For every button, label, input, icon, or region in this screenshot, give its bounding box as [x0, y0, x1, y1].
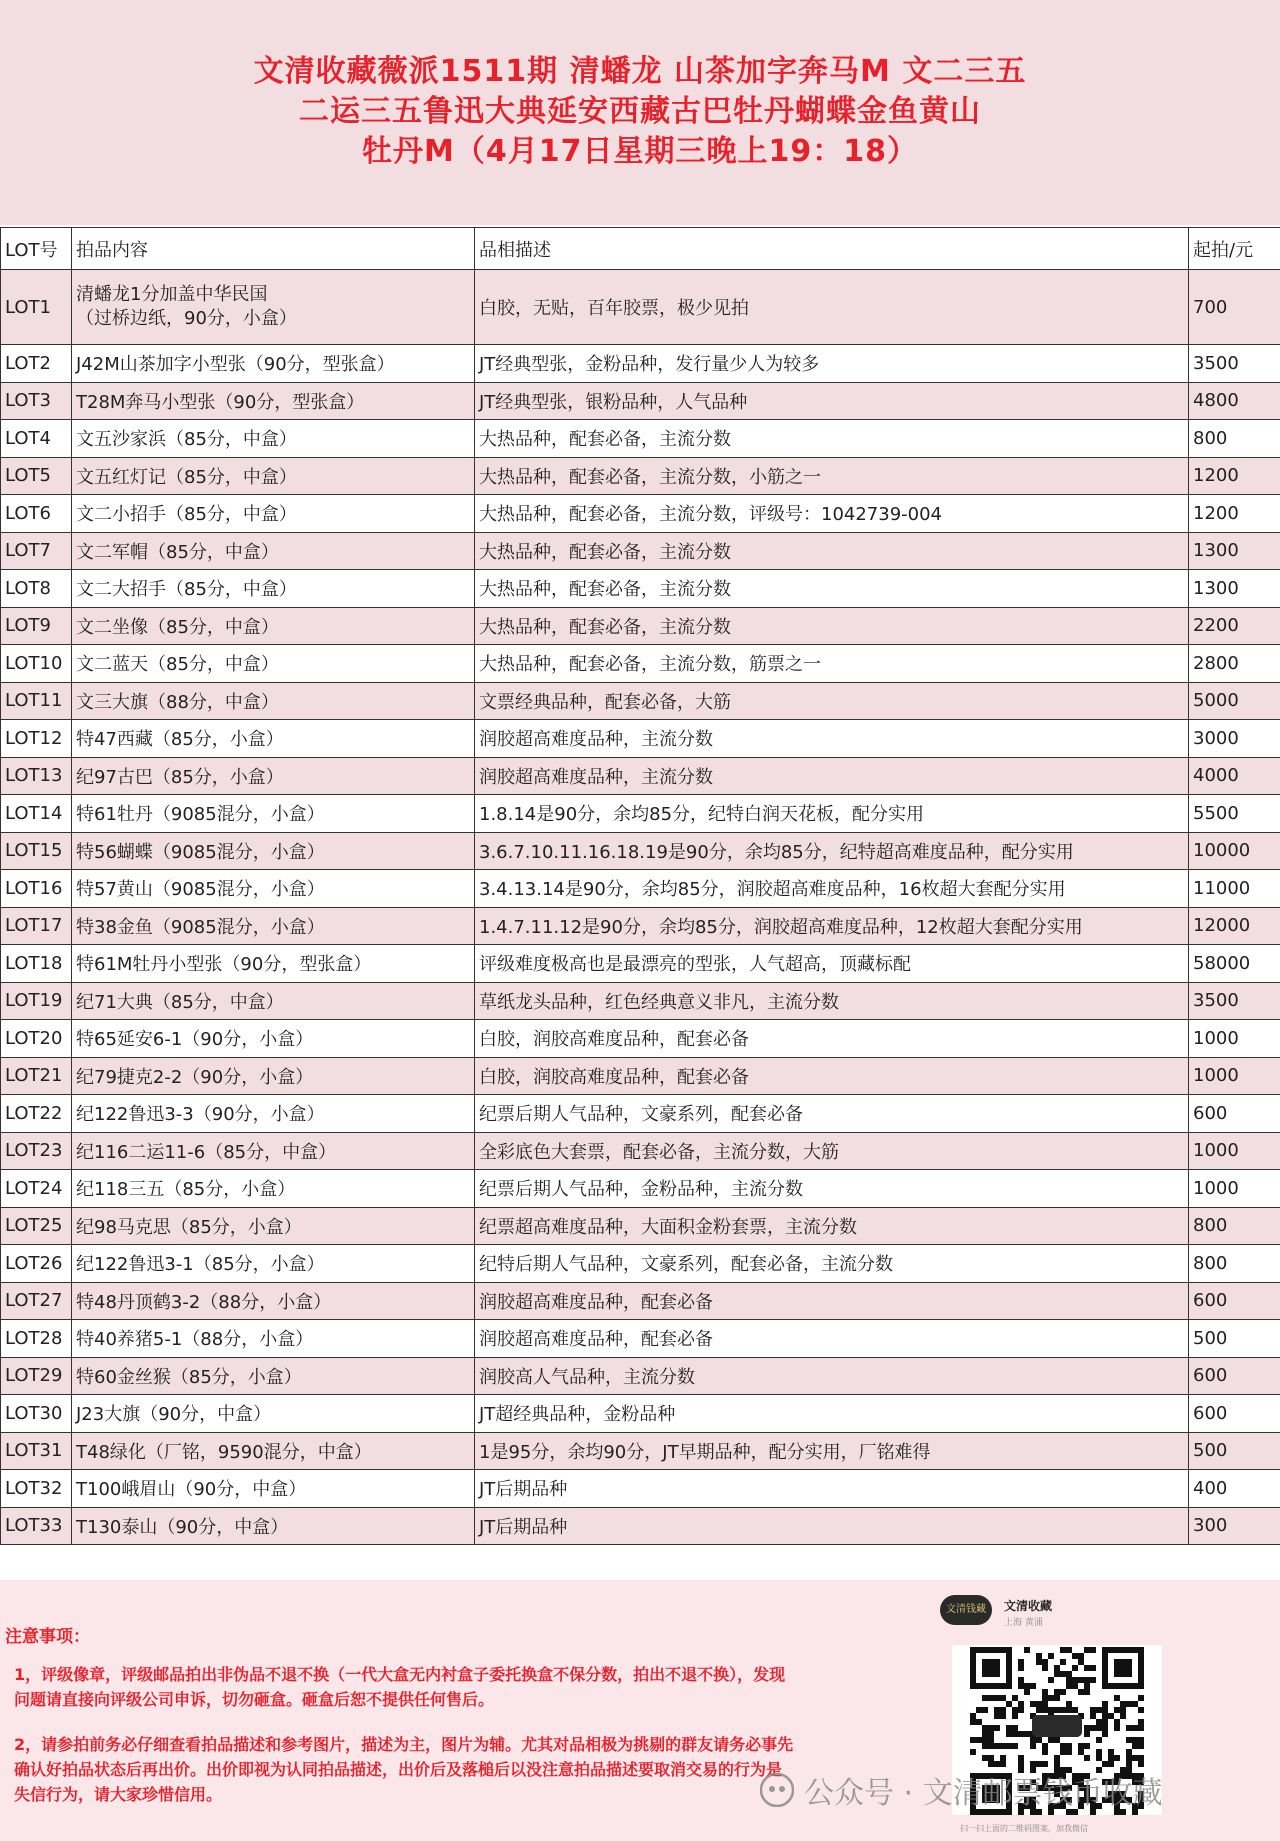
lot-start-price: 500	[1189, 1320, 1280, 1358]
note-1: 1，评级像章，评级邮品拍出非伪品不退不换（一代大盒无内衬盒子委托换盒不保分数，拍出不退不换），发现问题请直接向评级公司申诉，切勿砸盒。砸盒后恕不提供任何售后。	[14, 1665, 786, 1709]
lot-number: LOT29	[1, 1357, 72, 1395]
lot-description: JT后期品种	[475, 1470, 1189, 1508]
lot-content: 特48丹顶鹤3-2（88分，小盒）	[72, 1282, 475, 1320]
table-row	[1, 645, 1280, 683]
table-row	[1, 982, 1280, 1020]
lot-start-price: 1300	[1189, 532, 1280, 570]
lot-number: LOT20	[1, 1020, 72, 1058]
lot-content	[72, 270, 475, 345]
table-row	[1, 457, 1280, 495]
lot-content: 文二坐像（85分，中盒）	[72, 607, 475, 645]
header-price: 起拍/元	[1189, 228, 1280, 270]
lot-number: LOT8	[1, 570, 72, 608]
table-row	[1, 757, 1280, 795]
lot-number: LOT31	[1, 1432, 72, 1470]
lot-description: JT超经典品种，金粉品种	[475, 1395, 1189, 1433]
lot-start-price: 600	[1189, 1282, 1280, 1320]
lot-description: 草纸龙头品种，红色经典意义非凡，主流分数	[475, 982, 1189, 1020]
lot-start-price: 3000	[1189, 720, 1280, 758]
lot-description: 1是95分，余均90分，JT早期品种，配分实用，厂铭难得	[475, 1432, 1189, 1470]
lot-start-price: 2800	[1189, 645, 1280, 683]
lot-start-price: 700	[1189, 270, 1280, 345]
lot-start-price: 12000	[1189, 907, 1280, 945]
watermark-text: 公众号 · 文清邮票钱币收藏	[804, 1776, 1163, 1811]
lot-number: LOT17	[1, 907, 72, 945]
lot-number: LOT32	[1, 1470, 72, 1508]
lot-description: 评级难度极高也是最漂亮的型张，人气超高，顶藏标配	[475, 945, 1189, 983]
table-row	[1, 1132, 1280, 1170]
lot-number: LOT7	[1, 532, 72, 570]
lot-content: J23大旗（90分，中盒）	[72, 1395, 475, 1433]
lot-content: J42M山茶加字小型张（90分，型张盒）	[72, 345, 475, 383]
lot-number: LOT33	[1, 1507, 72, 1545]
lot-number: LOT18	[1, 945, 72, 983]
lot-content: 特47西藏（85分，小盒）	[72, 720, 475, 758]
lot-start-price: 3500	[1189, 982, 1280, 1020]
table-row	[1, 1095, 1280, 1133]
lot-table	[0, 227, 1280, 1545]
lot-number: LOT24	[1, 1170, 72, 1208]
lot-content: 纪71大典（85分，中盒）	[72, 982, 475, 1020]
brand-row	[940, 1595, 1160, 1635]
lot-content: 纪79捷克2-2（90分，小盒）	[72, 1057, 475, 1095]
table-row	[1, 682, 1280, 720]
lot-content: 纪122鲁迅3-1（85分，小盒）	[72, 1245, 475, 1283]
lot-content-line-2: （过桥边纸，90分，小盒）	[76, 308, 297, 329]
lot-start-price: 1000	[1189, 1020, 1280, 1058]
lot-start-price: 800	[1189, 1207, 1280, 1245]
lot-number: LOT6	[1, 495, 72, 533]
table-row	[1, 420, 1280, 458]
lot-number: LOT22	[1, 1095, 72, 1133]
lot-content: T100峨眉山（90分，中盒）	[72, 1470, 475, 1508]
lot-number: LOT23	[1, 1132, 72, 1170]
lot-description: 白胶，润胶高难度品种，配套必备	[475, 1020, 1189, 1058]
lot-start-price: 1000	[1189, 1132, 1280, 1170]
table-row	[1, 1170, 1280, 1208]
lot-content: 文二小招手（85分，中盒）	[72, 495, 475, 533]
lot-content: 特65延安6-1（90分，小盒）	[72, 1020, 475, 1058]
table-row	[1, 945, 1280, 983]
lot-description: 纪票超高难度品种，大面积金粉套票，主流分数	[475, 1207, 1189, 1245]
lot-description: JT经典型张，金粉品种，发行量少人为较多	[475, 345, 1189, 383]
lot-description: 白胶，无贴，百年胶票，极少见拍	[475, 270, 1189, 345]
lot-number: LOT1	[1, 270, 72, 345]
table-row	[1, 1395, 1280, 1433]
table-row	[1, 382, 1280, 420]
lot-start-price: 4800	[1189, 382, 1280, 420]
lot-description: 大热品种，配套必备，主流分数	[475, 607, 1189, 645]
lot-content: 文五红灯记（85分，中盒）	[72, 457, 475, 495]
lot-content: 文二蓝天（85分，中盒）	[72, 645, 475, 683]
lot-content: 文五沙家浜（85分，中盒）	[72, 420, 475, 458]
lot-number: LOT14	[1, 795, 72, 833]
lot-number: LOT10	[1, 645, 72, 683]
lot-description: 3.6.7.10.11.16.18.19是90分，余均85分，纪特超高难度品种，配分实用	[475, 832, 1189, 870]
table-row	[1, 607, 1280, 645]
table-row	[1, 1432, 1280, 1470]
title-line-2: 二运三五鲁迅大典延安西藏古巴牡丹蝴蝶金鱼黄山	[299, 94, 981, 129]
lot-content: 特40养猪5-1（88分，小盒）	[72, 1320, 475, 1358]
lot-number: LOT2	[1, 345, 72, 383]
lot-content: 特38金鱼（9085混分，小盒）	[72, 907, 475, 945]
lot-start-price: 10000	[1189, 832, 1280, 870]
table-header-row	[1, 228, 1280, 270]
lot-number: LOT9	[1, 607, 72, 645]
table-row	[1, 1207, 1280, 1245]
lot-number: LOT4	[1, 420, 72, 458]
lot-content: 特61M牡丹小型张（90分，型张盒）	[72, 945, 475, 983]
lot-description: 纪票后期人气品种，金粉品种，主流分数	[475, 1170, 1189, 1208]
lot-number: LOT16	[1, 870, 72, 908]
lot-description: JT经典型张，银粉品种，人气品种	[475, 382, 1189, 420]
lot-start-price: 5000	[1189, 682, 1280, 720]
table-row	[1, 907, 1280, 945]
table-row	[1, 495, 1280, 533]
lot-number: LOT13	[1, 757, 72, 795]
table-row	[1, 1470, 1280, 1508]
lot-description: 润胶超高难度品种，主流分数	[475, 757, 1189, 795]
table-row	[1, 870, 1280, 908]
watermark	[760, 1770, 1163, 1810]
lot-description: 纪特后期人气品种，文豪系列，配套必备，主流分数	[475, 1245, 1189, 1283]
lot-description: 润胶超高难度品种，主流分数	[475, 720, 1189, 758]
lot-start-price: 800	[1189, 1245, 1280, 1283]
lot-description: 润胶高人气品种，主流分数	[475, 1357, 1189, 1395]
lot-description: 纪票后期人气品种，文豪系列，配套必备	[475, 1095, 1189, 1133]
lot-content: 纪116二运11-6（85分，中盒）	[72, 1132, 475, 1170]
qr-caption: 扫一扫上面的二维码图案，加我微信	[960, 1824, 1088, 1833]
header-content: 拍品内容	[72, 228, 475, 270]
table-row	[1, 270, 1280, 345]
lot-description: 文票经典品种，配套必备，大筋	[475, 682, 1189, 720]
lot-description: 润胶超高难度品种，配套必备	[475, 1320, 1189, 1358]
lot-description: 润胶超高难度品种，配套必备	[475, 1282, 1189, 1320]
lot-number: LOT25	[1, 1207, 72, 1245]
lot-start-price: 2200	[1189, 607, 1280, 645]
lot-start-price: 5500	[1189, 795, 1280, 833]
lot-start-price: 1200	[1189, 457, 1280, 495]
lot-content: 特60金丝猴（85分，小盒）	[72, 1357, 475, 1395]
lot-description: 大热品种，配套必备，主流分数	[475, 570, 1189, 608]
lot-description: 大热品种，配套必备，主流分数，小筋之一	[475, 457, 1189, 495]
lot-start-price: 600	[1189, 1357, 1280, 1395]
lot-start-price: 600	[1189, 1395, 1280, 1433]
lot-content: T130泰山（90分，中盒）	[72, 1507, 475, 1545]
lot-description: 1.8.14是90分，余均85分，纪特白润天花板，配分实用	[475, 795, 1189, 833]
lot-content: 特57黄山（9085混分，小盒）	[72, 870, 475, 908]
table-row	[1, 345, 1280, 383]
lot-content-line-1: 清蟠龙1分加盖中华民国	[76, 284, 268, 305]
lot-start-price: 58000	[1189, 945, 1280, 983]
table-row	[1, 1057, 1280, 1095]
lot-description: 大热品种，配套必备，主流分数	[475, 532, 1189, 570]
lot-number: LOT26	[1, 1245, 72, 1283]
lot-content: 特61牡丹（9085混分，小盒）	[72, 795, 475, 833]
lot-content: T48绿化（厂铭，9590混分，中盒）	[72, 1432, 475, 1470]
lot-start-price: 1000	[1189, 1170, 1280, 1208]
lot-number: LOT30	[1, 1395, 72, 1433]
lot-content: 文三大旗（88分，中盒）	[72, 682, 475, 720]
lot-number: LOT28	[1, 1320, 72, 1358]
table-row	[1, 1282, 1280, 1320]
header-description: 品相描述	[475, 228, 1189, 270]
notes-heading: 注意事项：	[5, 1627, 90, 1647]
lot-description: 大热品种，配套必备，主流分数	[475, 420, 1189, 458]
note-2: 2，请参拍前务必仔细查看拍品描述和参考图片，描述为主，图片为辅。尤其对品相极为挑剔的群友请务必事先确认好拍品状态后再出价。出价即视为认同拍品描述，出价后及落槌后以没注意拍品描述要取消交易的行为是失信行为，请大家珍惜信用。	[14, 1735, 794, 1804]
table-row	[1, 1020, 1280, 1058]
table-row	[1, 1357, 1280, 1395]
lot-start-price: 800	[1189, 420, 1280, 458]
lot-number: LOT11	[1, 682, 72, 720]
lot-content: 文二军帽（85分，中盒）	[72, 532, 475, 570]
lot-content: 文二大招手（85分，中盒）	[72, 570, 475, 608]
title-line-1: 文清收藏薇派1511期 清蟠龙 山茶加字奔马M 文二三五	[253, 54, 1027, 89]
table-row	[1, 795, 1280, 833]
lot-number: LOT19	[1, 982, 72, 1020]
lot-description: 大热品种，配套必备，主流分数，筋票之一	[475, 645, 1189, 683]
table-row	[1, 570, 1280, 608]
lot-description: 大热品种，配套必备，主流分数，评级号：1042739-004	[475, 495, 1189, 533]
lot-content: 纪118三五（85分，小盒）	[72, 1170, 475, 1208]
header-lot: LOT号	[1, 228, 72, 270]
lot-number: LOT12	[1, 720, 72, 758]
lot-number: LOT27	[1, 1282, 72, 1320]
wechat-official-account-icon	[760, 1773, 794, 1807]
table-row	[1, 1245, 1280, 1283]
lot-description: 1.4.7.11.12是90分，余均85分，润胶超高难度品种，12枚超大套配分实用	[475, 907, 1189, 945]
lot-content: T28M奔马小型张（90分，型张盒）	[72, 382, 475, 420]
lot-number: LOT3	[1, 382, 72, 420]
lot-start-price: 400	[1189, 1470, 1280, 1508]
table-row	[1, 832, 1280, 870]
lot-description: 3.4.13.14是90分，余均85分，润胶超高难度品种，16枚超大套配分实用	[475, 870, 1189, 908]
lot-description: 全彩底色大套票，配套必备，主流分数，大筋	[475, 1132, 1189, 1170]
table-row	[1, 1507, 1280, 1545]
lot-start-price: 500	[1189, 1432, 1280, 1470]
lot-content: 纪122鲁迅3-3（90分，小盒）	[72, 1095, 475, 1133]
lot-start-price: 1300	[1189, 570, 1280, 608]
lot-start-price: 1200	[1189, 495, 1280, 533]
lot-number: LOT15	[1, 832, 72, 870]
title-banner	[0, 0, 1280, 225]
lot-description: JT后期品种	[475, 1507, 1189, 1545]
lot-content: 纪98马克思（85分，小盒）	[72, 1207, 475, 1245]
lot-start-price: 11000	[1189, 870, 1280, 908]
brand-name: 文清收藏	[1004, 1599, 1053, 1613]
table-row	[1, 1320, 1280, 1358]
lot-start-price: 4000	[1189, 757, 1280, 795]
lot-start-price: 300	[1189, 1507, 1280, 1545]
lot-content: 纪97古巴（85分，小盒）	[72, 757, 475, 795]
title-line-3: 牡丹M（4月17日星期三晚上19：18）	[362, 134, 918, 169]
lot-table-body	[1, 270, 1280, 1545]
lot-number: LOT21	[1, 1057, 72, 1095]
lot-description: 白胶，润胶高难度品种，配套必备	[475, 1057, 1189, 1095]
brand-logo: 文清钱藏	[940, 1595, 992, 1625]
lot-start-price: 3500	[1189, 345, 1280, 383]
table-row	[1, 720, 1280, 758]
lot-start-price: 600	[1189, 1095, 1280, 1133]
lot-number: LOT5	[1, 457, 72, 495]
brand-location: 上海 黄浦	[1004, 1618, 1043, 1628]
lot-start-price: 1000	[1189, 1057, 1280, 1095]
lot-content: 特56蝴蝶（9085混分，小盒）	[72, 832, 475, 870]
table-row	[1, 532, 1280, 570]
